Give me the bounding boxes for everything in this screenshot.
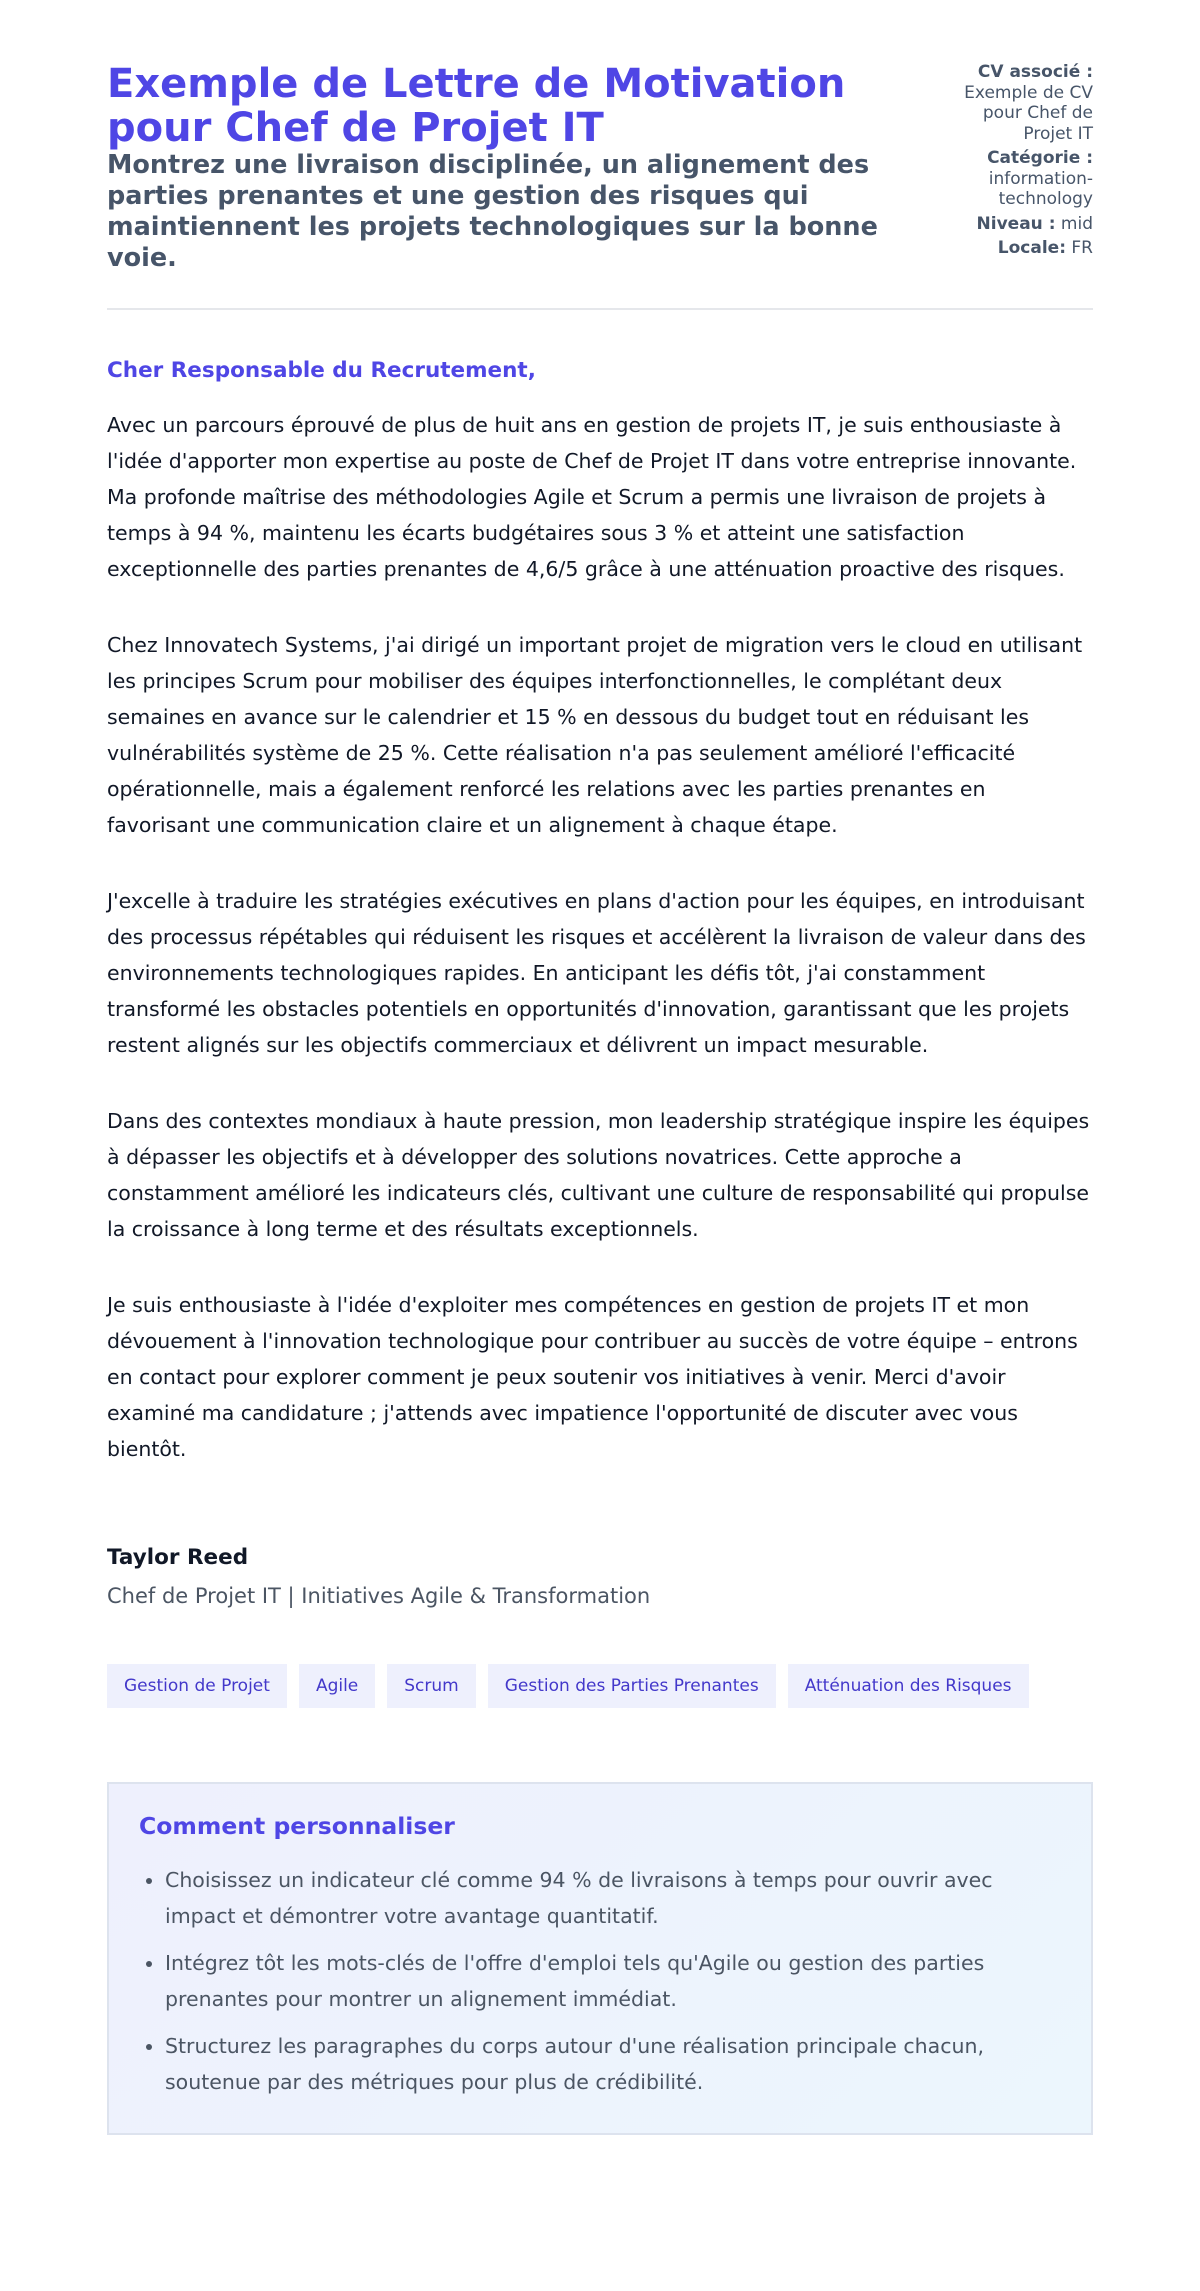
meta-level [943, 214, 1093, 235]
tip-item: • Structurez les paragraphes du corps autour d'une réalisation principale chacun, soutenue par des métriques pour plus de crédibilité. [165, 2028, 1061, 2100]
tips-title: Comment personnaliser [139, 1812, 455, 1840]
tag[interactable]: Gestion de Projet [107, 1664, 287, 1708]
meta-cv-value[interactable]: Exemple de CV pour Chef de Projet IT [964, 82, 1093, 144]
meta-locale [943, 238, 1093, 259]
signature-title: Chef de Projet IT | Initiatives Agile & Transformation [107, 1584, 651, 1608]
tag-list [107, 1664, 1093, 1708]
tips-list [139, 1862, 1061, 2100]
letter-paragraph: Chez Innovatech Systems, j'ai dirigé un important projet de migration vers le cloud en utilisant les principes Scrum pour mobiliser des équipes interfonctionnelles, le complétant deux semaines en avance sur le calendrier et 15 % en dessous du budget tout en réduisant les vulnérabilités système de 25 %. Cette réalisation n'a pas seulement amélioré l'efficacité opérationnelle, mais a également renforcé les relations avec les parties prenantes en favorisant une communication claire et un alignement à chaque étape. [107, 633, 1083, 837]
tag[interactable]: Atténuation des Risques [788, 1664, 1029, 1708]
tip-item: • Intégrez tôt les mots-clés de l'offre d'emploi tels qu'Agile ou gestion des parties prenantes pour montrer un alignement immédiat. [165, 1945, 1061, 2017]
tag[interactable]: Agile [299, 1664, 375, 1708]
tag[interactable]: Gestion des Parties Prenantes [488, 1664, 776, 1708]
meta-level-label: Niveau : [976, 213, 1056, 234]
meta-category-value: information-technology [988, 168, 1093, 209]
letter-body [107, 407, 1093, 1467]
tip-item: • Choisissez un indicateur clé comme 94 % de livraisons à temps pour ouvrir avec impact et démontrer votre avantage quantitatif. [165, 1862, 1061, 1934]
header [107, 62, 1093, 310]
letter-paragraph: Avec un parcours éprouvé de plus de huit ans en gestion de projets IT, je suis enthousiaste à l'idée d'apporter mon expertise au poste de Chef de Projet IT dans votre entreprise innovante. Ma profonde maîtrise des méthodologies Agile et Scrum a permis une livraison de projets à temps à 94 %, maintenu les écarts budgétaires sous 3 % et atteint une satisfaction exceptionnelle des parties prenantes de 4,6/5 grâce à une atténuation proactive des risques. [107, 413, 1077, 581]
page [107, 0, 1093, 2135]
meta-level-value: mid [1060, 213, 1093, 234]
letter-paragraph: Je suis enthousiaste à l'idée d'exploiter mes compétences en gestion de projets IT et mon dévouement à l'innovation technologique pour contribuer au succès de votre équipe – entrons en contact pour explorer comment je peux soutenir vos initiatives à venir. Merci d'avoir examiné ma candidature ; j'attends avec impatience l'opportunité de discuter avec vous bientôt. [107, 1293, 1078, 1461]
meta-panel [943, 62, 1093, 263]
page-subtitle: Montrez une livraison disciplinée, un alignement des parties prenantes et une gestion des risques qui maintiennent les projets technologiques sur la bonne voie. [107, 150, 878, 273]
customization-tips [107, 1782, 1093, 2135]
letter-greeting: Cher Responsable du Recrutement, [107, 358, 536, 383]
letter-paragraph: Dans des contextes mondiaux à haute pression, mon leadership stratégique inspire les équipes à dépasser les objectifs et à développer des solutions novatrices. Cette approche a constamment amélioré les indicateurs clés, cultivant une culture de responsabilité qui propulse la croissance à long terme et des résultats exceptionnels. [107, 1109, 1090, 1241]
meta-category-label: Catégorie : [987, 148, 1093, 168]
tag[interactable]: Scrum [387, 1664, 475, 1708]
signature-name: Taylor Reed [107, 1545, 249, 1570]
meta-locale-value: FR [1071, 238, 1093, 258]
letter-paragraph: J'excelle à traduire les stratégies exécutives en plans d'action pour les équipes, en introduisant des processus répétables qui réduisent les risques et accélèrent la livraison de valeur dans des environnements technologiques rapides. En anticipant les défis tôt, j'ai constamment transformé les obstacles potentiels en opportunités d'innovation, garantissant que les projets restent alignés sur les objectifs commerciaux et délivrent un impact mesurable. [107, 889, 1086, 1057]
meta-cv [943, 62, 1093, 144]
page-title: Exemple de Lettre de Motivation pour Chef de Projet IT [107, 61, 846, 151]
meta-locale-label: Locale: [997, 238, 1066, 258]
meta-category [943, 148, 1093, 210]
meta-cv-label: CV associé : [977, 62, 1093, 82]
header-titles [107, 62, 887, 274]
